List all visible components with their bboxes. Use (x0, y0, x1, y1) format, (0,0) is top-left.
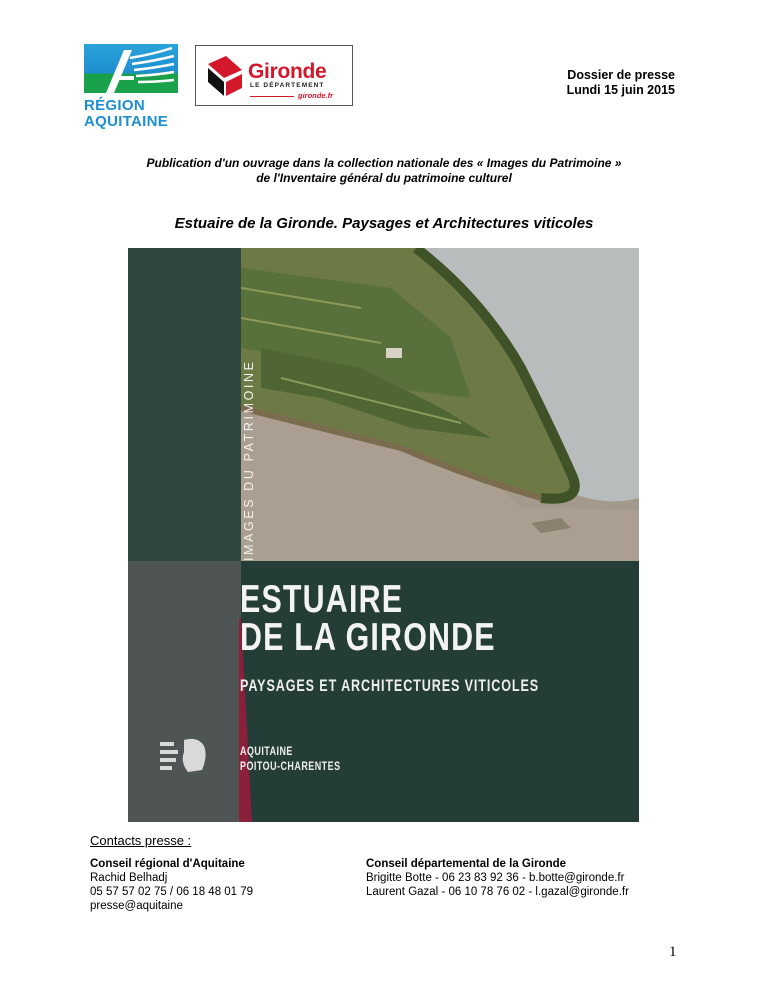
dossier-header (567, 68, 675, 98)
region-aquitaine-emblem (84, 44, 178, 93)
gironde-mark-icon (204, 54, 244, 98)
region-aquitaine-logo (84, 44, 180, 130)
contact-gironde-2[interactable]: Laurent Gazal - 06 10 78 76 02 - l.gazal@gironde.fr (366, 886, 629, 898)
book-cover (128, 248, 639, 822)
cover-title-line1: ESTUAIRE (240, 578, 404, 621)
document-title: Estuaire de la Gironde. Paysages et Architectures viticoles (174, 215, 594, 232)
gironde-logo-name: Gironde (248, 60, 327, 83)
cover-region-1: AQUITAINE (240, 746, 293, 758)
contact-aquitaine (90, 857, 253, 913)
gironde-logo-subtitle: LE DÉPARTEMENT (250, 82, 325, 89)
cover-aerial-photo (241, 248, 639, 561)
contact-gironde-org: Conseil départemental de la Gironde (366, 858, 567, 870)
contact-gironde (366, 857, 629, 899)
gironde-logo (195, 45, 353, 106)
region-logo-line2: AQUITAINE (84, 113, 169, 130)
gironde-logo-url: gironde.fr (298, 91, 333, 100)
contact-aquitaine-org: Conseil régional d'Aquitaine (90, 858, 245, 870)
cover-region-2: POITOU-CHARENTES (240, 761, 341, 773)
cover-title (240, 578, 496, 659)
publication-line2: de l'Inventaire général du patrimoine culturel (256, 171, 512, 185)
cover-series-label: IMAGES DU PATRIMOINE (242, 359, 256, 561)
cover-subtitle: PAYSAGES ET ARCHITECTURES VITICOLES (240, 676, 540, 695)
publication-line1: Publication d'un ouvrage dans la collection nationale des « Images du Patrimoine » (146, 156, 622, 170)
contacts-heading: Contacts presse : (90, 833, 192, 848)
cover-title-line2: DE LA GIRONDE (240, 616, 496, 659)
region-logo-line1: RÉGION (84, 97, 145, 114)
gironde-logo-rule (250, 96, 294, 97)
publication-announcement (0, 156, 768, 186)
contact-gironde-1[interactable]: Brigitte Botte - 06 23 83 92 36 - b.botte@gironde.fr (366, 872, 625, 884)
contact-aquitaine-email[interactable]: presse@aquitaine (90, 900, 183, 912)
contact-aquitaine-phone: 05 57 57 02 75 / 06 18 48 01 79 (90, 886, 254, 898)
contact-aquitaine-name: Rachid Belhadj (90, 872, 168, 884)
page-number: 1 (669, 944, 677, 960)
dossier-date: Lundi 15 juin 2015 (566, 83, 675, 97)
dossier-label: Dossier de presse (567, 68, 675, 82)
univers-du-patrimoine-logo (158, 736, 218, 776)
